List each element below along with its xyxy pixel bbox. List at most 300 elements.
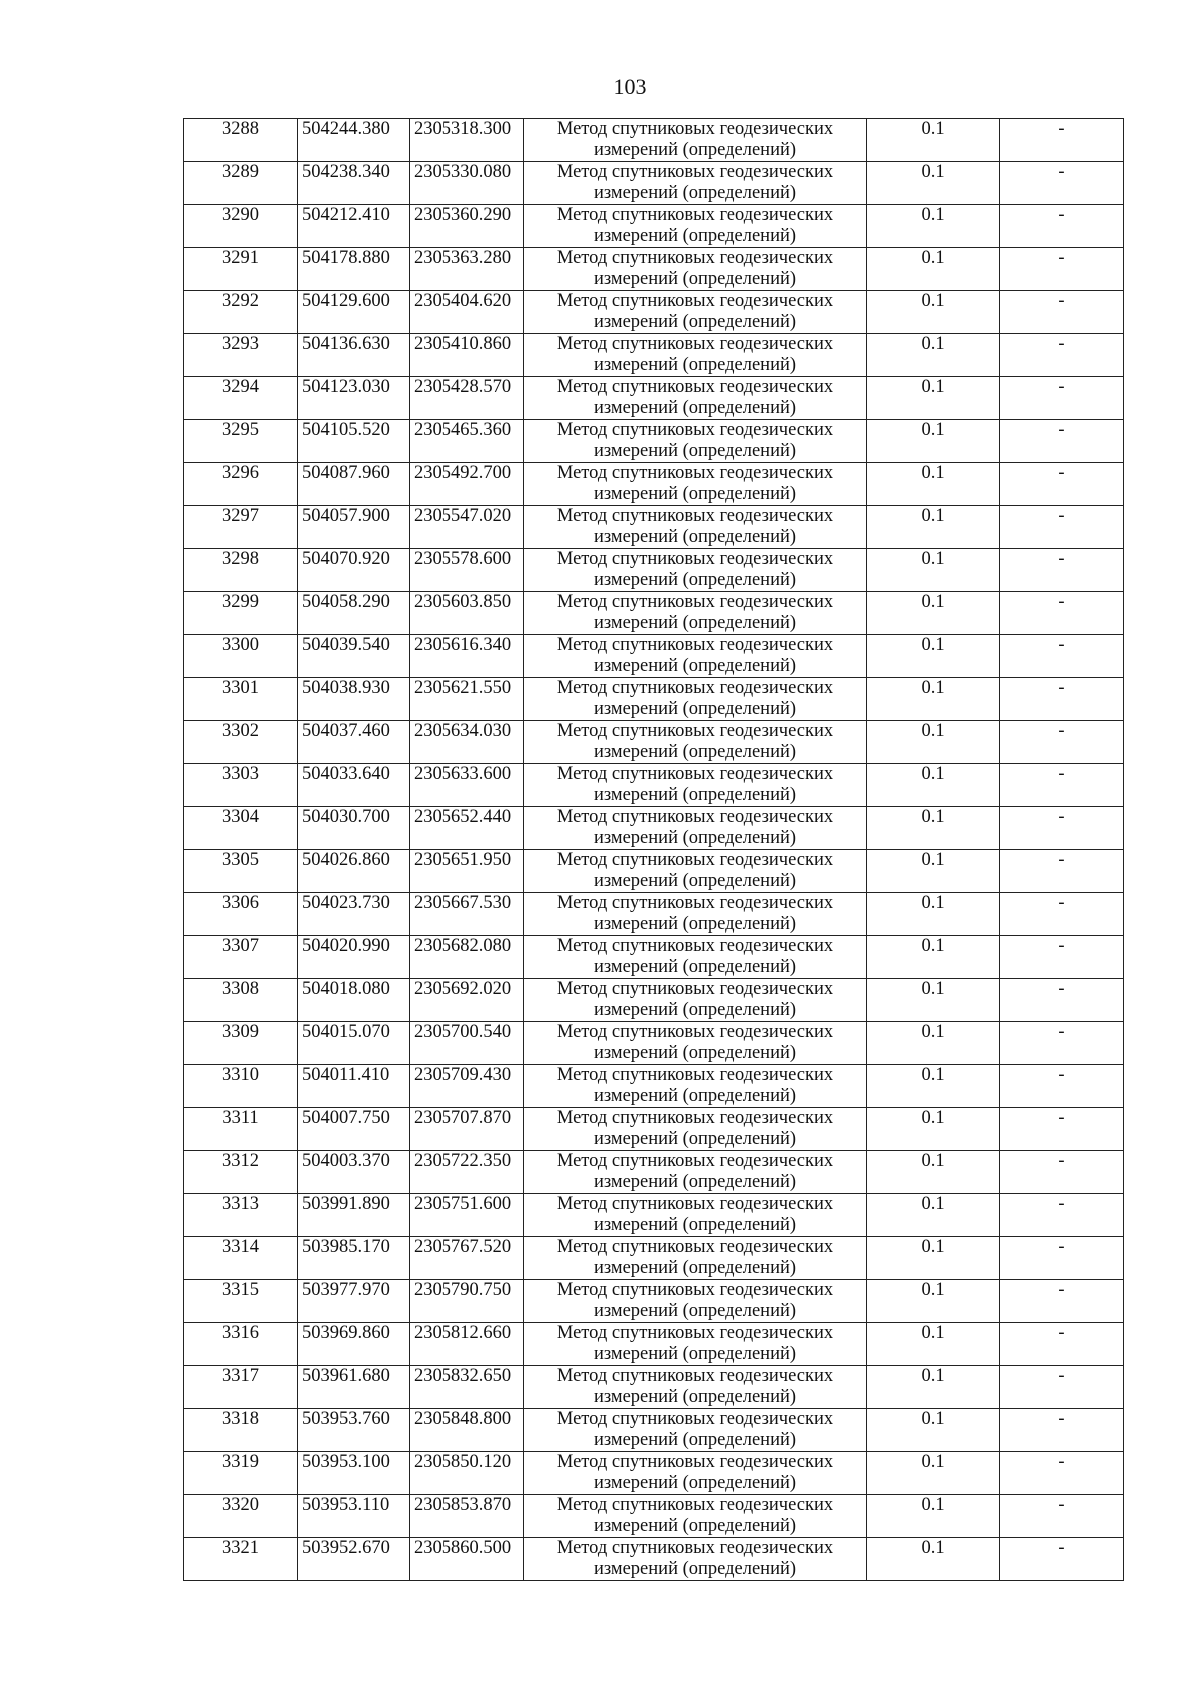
x-coordinate-cell: 504105.520 bbox=[298, 420, 410, 463]
table-row bbox=[184, 1022, 1124, 1065]
method-cell bbox=[524, 291, 867, 334]
y-coordinate-cell: 2305682.080 bbox=[410, 936, 524, 979]
accuracy-cell: 0.1 bbox=[867, 248, 1000, 291]
x-coordinate-cell: 504057.900 bbox=[298, 506, 410, 549]
accuracy-cell: 0.1 bbox=[867, 334, 1000, 377]
accuracy-cell: 0.1 bbox=[867, 936, 1000, 979]
method-cell bbox=[524, 1495, 867, 1538]
method-line-1: Метод спутниковых геодезических bbox=[556, 549, 834, 569]
point-number-cell: 3289 bbox=[184, 162, 298, 205]
y-coordinate-cell: 2305360.290 bbox=[410, 205, 524, 248]
method-line-1: Метод спутниковых геодезических bbox=[556, 721, 834, 741]
method-line-2: измерений (определений) bbox=[593, 355, 797, 375]
point-number-cell: 3310 bbox=[184, 1065, 298, 1108]
accuracy-cell: 0.1 bbox=[867, 1194, 1000, 1237]
method-line-2: измерений (определений) bbox=[593, 1516, 797, 1536]
point-number-cell: 3306 bbox=[184, 893, 298, 936]
description-cell: - bbox=[1000, 1065, 1124, 1108]
method-line-2: измерений (определений) bbox=[593, 269, 797, 289]
description-cell: - bbox=[1000, 1022, 1124, 1065]
method-line-2: измерений (определений) bbox=[593, 1172, 797, 1192]
table-row bbox=[184, 506, 1124, 549]
table-row bbox=[184, 1452, 1124, 1495]
x-coordinate-cell: 504039.540 bbox=[298, 635, 410, 678]
accuracy-cell: 0.1 bbox=[867, 979, 1000, 1022]
method-cell bbox=[524, 764, 867, 807]
method-cell bbox=[524, 506, 867, 549]
method-line-2: измерений (определений) bbox=[593, 1086, 797, 1106]
y-coordinate-cell: 2305578.600 bbox=[410, 549, 524, 592]
point-number-cell: 3295 bbox=[184, 420, 298, 463]
description-cell: - bbox=[1000, 936, 1124, 979]
accuracy-cell: 0.1 bbox=[867, 592, 1000, 635]
table-row bbox=[184, 119, 1124, 162]
method-cell bbox=[524, 334, 867, 377]
x-coordinate-cell: 504011.410 bbox=[298, 1065, 410, 1108]
method-line-2: измерений (определений) bbox=[593, 1258, 797, 1278]
method-line-2: измерений (определений) bbox=[593, 1043, 797, 1063]
method-line-1: Метод спутниковых геодезических bbox=[556, 1452, 834, 1472]
table-row bbox=[184, 1366, 1124, 1409]
method-line-1: Метод спутниковых геодезических bbox=[556, 1194, 834, 1214]
method-line-2: измерений (определений) bbox=[593, 183, 797, 203]
x-coordinate-cell: 504123.030 bbox=[298, 377, 410, 420]
method-line-2: измерений (определений) bbox=[593, 1129, 797, 1149]
y-coordinate-cell: 2305652.440 bbox=[410, 807, 524, 850]
x-coordinate-cell: 503977.970 bbox=[298, 1280, 410, 1323]
y-coordinate-cell: 2305318.300 bbox=[410, 119, 524, 162]
accuracy-cell: 0.1 bbox=[867, 463, 1000, 506]
method-line-1: Метод спутниковых геодезических bbox=[556, 1237, 834, 1257]
method-line-1: Метод спутниковых геодезических bbox=[556, 463, 834, 483]
accuracy-cell: 0.1 bbox=[867, 1065, 1000, 1108]
y-coordinate-cell: 2305404.620 bbox=[410, 291, 524, 334]
point-number-cell: 3297 bbox=[184, 506, 298, 549]
y-coordinate-cell: 2305767.520 bbox=[410, 1237, 524, 1280]
table-row bbox=[184, 549, 1124, 592]
table-row bbox=[184, 291, 1124, 334]
accuracy-cell: 0.1 bbox=[867, 420, 1000, 463]
method-line-2: измерений (определений) bbox=[593, 871, 797, 891]
description-cell: - bbox=[1000, 1323, 1124, 1366]
y-coordinate-cell: 2305410.860 bbox=[410, 334, 524, 377]
x-coordinate-cell: 503961.680 bbox=[298, 1366, 410, 1409]
description-cell: - bbox=[1000, 592, 1124, 635]
accuracy-cell: 0.1 bbox=[867, 1323, 1000, 1366]
method-line-2: измерений (определений) bbox=[593, 1344, 797, 1364]
x-coordinate-cell: 504136.630 bbox=[298, 334, 410, 377]
method-line-2: измерений (определений) bbox=[593, 656, 797, 676]
point-number-cell: 3300 bbox=[184, 635, 298, 678]
x-coordinate-cell: 504058.290 bbox=[298, 592, 410, 635]
method-cell bbox=[524, 463, 867, 506]
y-coordinate-cell: 2305722.350 bbox=[410, 1151, 524, 1194]
method-line-2: измерений (определений) bbox=[593, 914, 797, 934]
point-number-cell: 3315 bbox=[184, 1280, 298, 1323]
method-cell bbox=[524, 592, 867, 635]
y-coordinate-cell: 2305848.800 bbox=[410, 1409, 524, 1452]
description-cell: - bbox=[1000, 1495, 1124, 1538]
description-cell: - bbox=[1000, 119, 1124, 162]
method-line-1: Метод спутниковых геодезических bbox=[556, 205, 834, 225]
x-coordinate-cell: 504018.080 bbox=[298, 979, 410, 1022]
method-cell bbox=[524, 1065, 867, 1108]
x-coordinate-cell: 503969.860 bbox=[298, 1323, 410, 1366]
table-row bbox=[184, 1280, 1124, 1323]
x-coordinate-cell: 504212.410 bbox=[298, 205, 410, 248]
table-row bbox=[184, 807, 1124, 850]
method-line-1: Метод спутниковых геодезических bbox=[556, 807, 834, 827]
method-cell bbox=[524, 850, 867, 893]
accuracy-cell: 0.1 bbox=[867, 1151, 1000, 1194]
method-line-1: Метод спутниковых геодезических bbox=[556, 893, 834, 913]
method-line-1: Метод спутниковых геодезических bbox=[556, 1151, 834, 1171]
y-coordinate-cell: 2305616.340 bbox=[410, 635, 524, 678]
method-line-2: измерений (определений) bbox=[593, 699, 797, 719]
description-cell: - bbox=[1000, 334, 1124, 377]
method-cell bbox=[524, 1409, 867, 1452]
method-line-1: Метод спутниковых геодезических bbox=[556, 248, 834, 268]
table-row bbox=[184, 936, 1124, 979]
method-line-1: Метод спутниковых геодезических bbox=[556, 850, 834, 870]
table-row bbox=[184, 463, 1124, 506]
method-line-1: Метод спутниковых геодезических bbox=[556, 334, 834, 354]
point-number-cell: 3292 bbox=[184, 291, 298, 334]
table-row bbox=[184, 205, 1124, 248]
method-cell bbox=[524, 678, 867, 721]
x-coordinate-cell: 504038.930 bbox=[298, 678, 410, 721]
y-coordinate-cell: 2305492.700 bbox=[410, 463, 524, 506]
y-coordinate-cell: 2305428.570 bbox=[410, 377, 524, 420]
method-line-1: Метод спутниковых геодезических bbox=[556, 635, 834, 655]
point-number-cell: 3299 bbox=[184, 592, 298, 635]
x-coordinate-cell: 504030.700 bbox=[298, 807, 410, 850]
method-cell bbox=[524, 979, 867, 1022]
method-line-2: измерений (определений) bbox=[593, 1473, 797, 1493]
x-coordinate-cell: 504033.640 bbox=[298, 764, 410, 807]
description-cell: - bbox=[1000, 1452, 1124, 1495]
y-coordinate-cell: 2305790.750 bbox=[410, 1280, 524, 1323]
method-cell bbox=[524, 1323, 867, 1366]
x-coordinate-cell: 504020.990 bbox=[298, 936, 410, 979]
method-cell bbox=[524, 893, 867, 936]
x-coordinate-cell: 504023.730 bbox=[298, 893, 410, 936]
y-coordinate-cell: 2305700.540 bbox=[410, 1022, 524, 1065]
y-coordinate-cell: 2305832.650 bbox=[410, 1366, 524, 1409]
method-line-2: измерений (определений) bbox=[593, 1559, 797, 1579]
x-coordinate-cell: 503991.890 bbox=[298, 1194, 410, 1237]
method-line-1: Метод спутниковых геодезических bbox=[556, 979, 834, 999]
x-coordinate-cell: 504238.340 bbox=[298, 162, 410, 205]
method-line-2: измерений (определений) bbox=[593, 140, 797, 160]
point-number-cell: 3293 bbox=[184, 334, 298, 377]
method-cell bbox=[524, 1022, 867, 1065]
method-line-2: измерений (определений) bbox=[593, 742, 797, 762]
accuracy-cell: 0.1 bbox=[867, 893, 1000, 936]
y-coordinate-cell: 2305330.080 bbox=[410, 162, 524, 205]
method-cell bbox=[524, 635, 867, 678]
accuracy-cell: 0.1 bbox=[867, 119, 1000, 162]
y-coordinate-cell: 2305667.530 bbox=[410, 893, 524, 936]
accuracy-cell: 0.1 bbox=[867, 1409, 1000, 1452]
point-number-cell: 3301 bbox=[184, 678, 298, 721]
accuracy-cell: 0.1 bbox=[867, 721, 1000, 764]
y-coordinate-cell: 2305363.280 bbox=[410, 248, 524, 291]
method-line-2: измерений (определений) bbox=[593, 1301, 797, 1321]
point-number-cell: 3298 bbox=[184, 549, 298, 592]
description-cell: - bbox=[1000, 420, 1124, 463]
method-line-2: измерений (определений) bbox=[593, 527, 797, 547]
method-cell bbox=[524, 420, 867, 463]
point-number-cell: 3312 bbox=[184, 1151, 298, 1194]
description-cell: - bbox=[1000, 1237, 1124, 1280]
point-number-cell: 3314 bbox=[184, 1237, 298, 1280]
method-line-1: Метод спутниковых геодезических bbox=[556, 420, 834, 440]
y-coordinate-cell: 2305692.020 bbox=[410, 979, 524, 1022]
table-row bbox=[184, 1538, 1124, 1581]
method-line-2: измерений (определений) bbox=[593, 1387, 797, 1407]
method-line-1: Метод спутниковых геодезических bbox=[556, 506, 834, 526]
y-coordinate-cell: 2305850.120 bbox=[410, 1452, 524, 1495]
x-coordinate-cell: 504003.370 bbox=[298, 1151, 410, 1194]
table-row bbox=[184, 1065, 1124, 1108]
method-line-1: Метод спутниковых геодезических bbox=[556, 291, 834, 311]
table-row bbox=[184, 764, 1124, 807]
accuracy-cell: 0.1 bbox=[867, 1022, 1000, 1065]
description-cell: - bbox=[1000, 162, 1124, 205]
point-number-cell: 3307 bbox=[184, 936, 298, 979]
accuracy-cell: 0.1 bbox=[867, 205, 1000, 248]
method-cell bbox=[524, 721, 867, 764]
accuracy-cell: 0.1 bbox=[867, 1280, 1000, 1323]
method-line-1: Метод спутниковых геодезических bbox=[556, 1323, 834, 1343]
y-coordinate-cell: 2305651.950 bbox=[410, 850, 524, 893]
table-row bbox=[184, 1194, 1124, 1237]
y-coordinate-cell: 2305621.550 bbox=[410, 678, 524, 721]
x-coordinate-cell: 504007.750 bbox=[298, 1108, 410, 1151]
method-cell bbox=[524, 248, 867, 291]
x-coordinate-cell: 503952.670 bbox=[298, 1538, 410, 1581]
description-cell: - bbox=[1000, 1280, 1124, 1323]
table-row bbox=[184, 248, 1124, 291]
method-cell bbox=[524, 1538, 867, 1581]
method-line-1: Метод спутниковых геодезических bbox=[556, 162, 834, 182]
method-line-2: измерений (определений) bbox=[593, 785, 797, 805]
method-line-2: измерений (определений) bbox=[593, 226, 797, 246]
method-cell bbox=[524, 807, 867, 850]
point-number-cell: 3302 bbox=[184, 721, 298, 764]
description-cell: - bbox=[1000, 1366, 1124, 1409]
point-number-cell: 3321 bbox=[184, 1538, 298, 1581]
table-row bbox=[184, 979, 1124, 1022]
table-row bbox=[184, 420, 1124, 463]
table-row bbox=[184, 678, 1124, 721]
y-coordinate-cell: 2305709.430 bbox=[410, 1065, 524, 1108]
point-number-cell: 3317 bbox=[184, 1366, 298, 1409]
method-line-2: измерений (определений) bbox=[593, 1430, 797, 1450]
description-cell: - bbox=[1000, 506, 1124, 549]
description-cell: - bbox=[1000, 807, 1124, 850]
accuracy-cell: 0.1 bbox=[867, 1108, 1000, 1151]
point-number-cell: 3309 bbox=[184, 1022, 298, 1065]
description-cell: - bbox=[1000, 205, 1124, 248]
method-line-2: измерений (определений) bbox=[593, 398, 797, 418]
method-cell bbox=[524, 377, 867, 420]
y-coordinate-cell: 2305547.020 bbox=[410, 506, 524, 549]
point-number-cell: 3308 bbox=[184, 979, 298, 1022]
point-number-cell: 3303 bbox=[184, 764, 298, 807]
accuracy-cell: 0.1 bbox=[867, 678, 1000, 721]
method-cell bbox=[524, 205, 867, 248]
table-row bbox=[184, 1409, 1124, 1452]
y-coordinate-cell: 2305860.500 bbox=[410, 1538, 524, 1581]
method-line-1: Метод спутниковых геодезических bbox=[556, 1495, 834, 1515]
description-cell: - bbox=[1000, 1538, 1124, 1581]
method-cell bbox=[524, 1151, 867, 1194]
point-number-cell: 3313 bbox=[184, 1194, 298, 1237]
method-line-1: Метод спутниковых геодезических bbox=[556, 764, 834, 784]
accuracy-cell: 0.1 bbox=[867, 764, 1000, 807]
description-cell: - bbox=[1000, 1108, 1124, 1151]
description-cell: - bbox=[1000, 1151, 1124, 1194]
x-coordinate-cell: 503953.760 bbox=[298, 1409, 410, 1452]
method-cell bbox=[524, 1237, 867, 1280]
method-cell bbox=[524, 162, 867, 205]
table-row bbox=[184, 1108, 1124, 1151]
table-row bbox=[184, 893, 1124, 936]
point-number-cell: 3319 bbox=[184, 1452, 298, 1495]
method-line-2: измерений (определений) bbox=[593, 828, 797, 848]
method-line-1: Метод спутниковых геодезических bbox=[556, 592, 834, 612]
coordinates-table bbox=[183, 118, 1124, 1581]
description-cell: - bbox=[1000, 764, 1124, 807]
accuracy-cell: 0.1 bbox=[867, 291, 1000, 334]
method-line-2: измерений (определений) bbox=[593, 441, 797, 461]
accuracy-cell: 0.1 bbox=[867, 1237, 1000, 1280]
table-row bbox=[184, 592, 1124, 635]
method-line-1: Метод спутниковых геодезических bbox=[556, 377, 834, 397]
method-line-2: измерений (определений) bbox=[593, 570, 797, 590]
method-line-1: Метод спутниковых геодезических bbox=[556, 1538, 834, 1558]
page-number: 103 bbox=[613, 74, 647, 99]
table-row bbox=[184, 1495, 1124, 1538]
description-cell: - bbox=[1000, 291, 1124, 334]
point-number-cell: 3288 bbox=[184, 119, 298, 162]
table-row bbox=[184, 1323, 1124, 1366]
accuracy-cell: 0.1 bbox=[867, 162, 1000, 205]
method-cell bbox=[524, 549, 867, 592]
method-line-2: измерений (определений) bbox=[593, 613, 797, 633]
method-cell bbox=[524, 119, 867, 162]
x-coordinate-cell: 504070.920 bbox=[298, 549, 410, 592]
method-line-1: Метод спутниковых геодезических bbox=[556, 1022, 834, 1042]
accuracy-cell: 0.1 bbox=[867, 850, 1000, 893]
method-line-1: Метод спутниковых геодезических bbox=[556, 936, 834, 956]
y-coordinate-cell: 2305633.600 bbox=[410, 764, 524, 807]
description-cell: - bbox=[1000, 463, 1124, 506]
method-line-1: Метод спутниковых геодезических bbox=[556, 1409, 834, 1429]
y-coordinate-cell: 2305853.870 bbox=[410, 1495, 524, 1538]
accuracy-cell: 0.1 bbox=[867, 1452, 1000, 1495]
point-number-cell: 3296 bbox=[184, 463, 298, 506]
y-coordinate-cell: 2305634.030 bbox=[410, 721, 524, 764]
method-line-2: измерений (определений) bbox=[593, 1000, 797, 1020]
description-cell: - bbox=[1000, 635, 1124, 678]
point-number-cell: 3316 bbox=[184, 1323, 298, 1366]
description-cell: - bbox=[1000, 248, 1124, 291]
point-number-cell: 3305 bbox=[184, 850, 298, 893]
method-line-1: Метод спутниковых геодезических bbox=[556, 678, 834, 698]
accuracy-cell: 0.1 bbox=[867, 1366, 1000, 1409]
method-line-1: Метод спутниковых геодезических bbox=[556, 1065, 834, 1085]
y-coordinate-cell: 2305707.870 bbox=[410, 1108, 524, 1151]
method-line-2: измерений (определений) bbox=[593, 1215, 797, 1235]
method-line-1: Метод спутниковых геодезических bbox=[556, 119, 834, 139]
description-cell: - bbox=[1000, 1194, 1124, 1237]
accuracy-cell: 0.1 bbox=[867, 635, 1000, 678]
point-number-cell: 3294 bbox=[184, 377, 298, 420]
accuracy-cell: 0.1 bbox=[867, 377, 1000, 420]
table-row bbox=[184, 635, 1124, 678]
accuracy-cell: 0.1 bbox=[867, 506, 1000, 549]
description-cell: - bbox=[1000, 721, 1124, 764]
method-line-1: Метод спутниковых геодезических bbox=[556, 1108, 834, 1128]
point-number-cell: 3304 bbox=[184, 807, 298, 850]
description-cell: - bbox=[1000, 678, 1124, 721]
accuracy-cell: 0.1 bbox=[867, 1538, 1000, 1581]
accuracy-cell: 0.1 bbox=[867, 807, 1000, 850]
method-line-1: Метод спутниковых геодезических bbox=[556, 1366, 834, 1386]
x-coordinate-cell: 504037.460 bbox=[298, 721, 410, 764]
method-line-1: Метод спутниковых геодезических bbox=[556, 1280, 834, 1300]
point-number-cell: 3290 bbox=[184, 205, 298, 248]
description-cell: - bbox=[1000, 1409, 1124, 1452]
table-row bbox=[184, 162, 1124, 205]
method-cell bbox=[524, 1108, 867, 1151]
description-cell: - bbox=[1000, 979, 1124, 1022]
description-cell: - bbox=[1000, 893, 1124, 936]
method-line-2: измерений (определений) bbox=[593, 957, 797, 977]
table-row bbox=[184, 1151, 1124, 1194]
x-coordinate-cell: 504087.960 bbox=[298, 463, 410, 506]
table-row bbox=[184, 1237, 1124, 1280]
method-line-2: измерений (определений) bbox=[593, 312, 797, 332]
x-coordinate-cell: 503953.100 bbox=[298, 1452, 410, 1495]
accuracy-cell: 0.1 bbox=[867, 1495, 1000, 1538]
method-cell bbox=[524, 1366, 867, 1409]
y-coordinate-cell: 2305465.360 bbox=[410, 420, 524, 463]
y-coordinate-cell: 2305812.660 bbox=[410, 1323, 524, 1366]
y-coordinate-cell: 2305603.850 bbox=[410, 592, 524, 635]
method-line-2: измерений (определений) bbox=[593, 484, 797, 504]
coordinates-table-body bbox=[184, 119, 1124, 1581]
y-coordinate-cell: 2305751.600 bbox=[410, 1194, 524, 1237]
point-number-cell: 3318 bbox=[184, 1409, 298, 1452]
description-cell: - bbox=[1000, 850, 1124, 893]
table-row bbox=[184, 850, 1124, 893]
x-coordinate-cell: 504178.880 bbox=[298, 248, 410, 291]
x-coordinate-cell: 503985.170 bbox=[298, 1237, 410, 1280]
table-row bbox=[184, 377, 1124, 420]
method-cell bbox=[524, 1452, 867, 1495]
description-cell: - bbox=[1000, 377, 1124, 420]
x-coordinate-cell: 504129.600 bbox=[298, 291, 410, 334]
method-cell bbox=[524, 936, 867, 979]
table-row bbox=[184, 334, 1124, 377]
method-cell bbox=[524, 1194, 867, 1237]
x-coordinate-cell: 504244.380 bbox=[298, 119, 410, 162]
point-number-cell: 3320 bbox=[184, 1495, 298, 1538]
